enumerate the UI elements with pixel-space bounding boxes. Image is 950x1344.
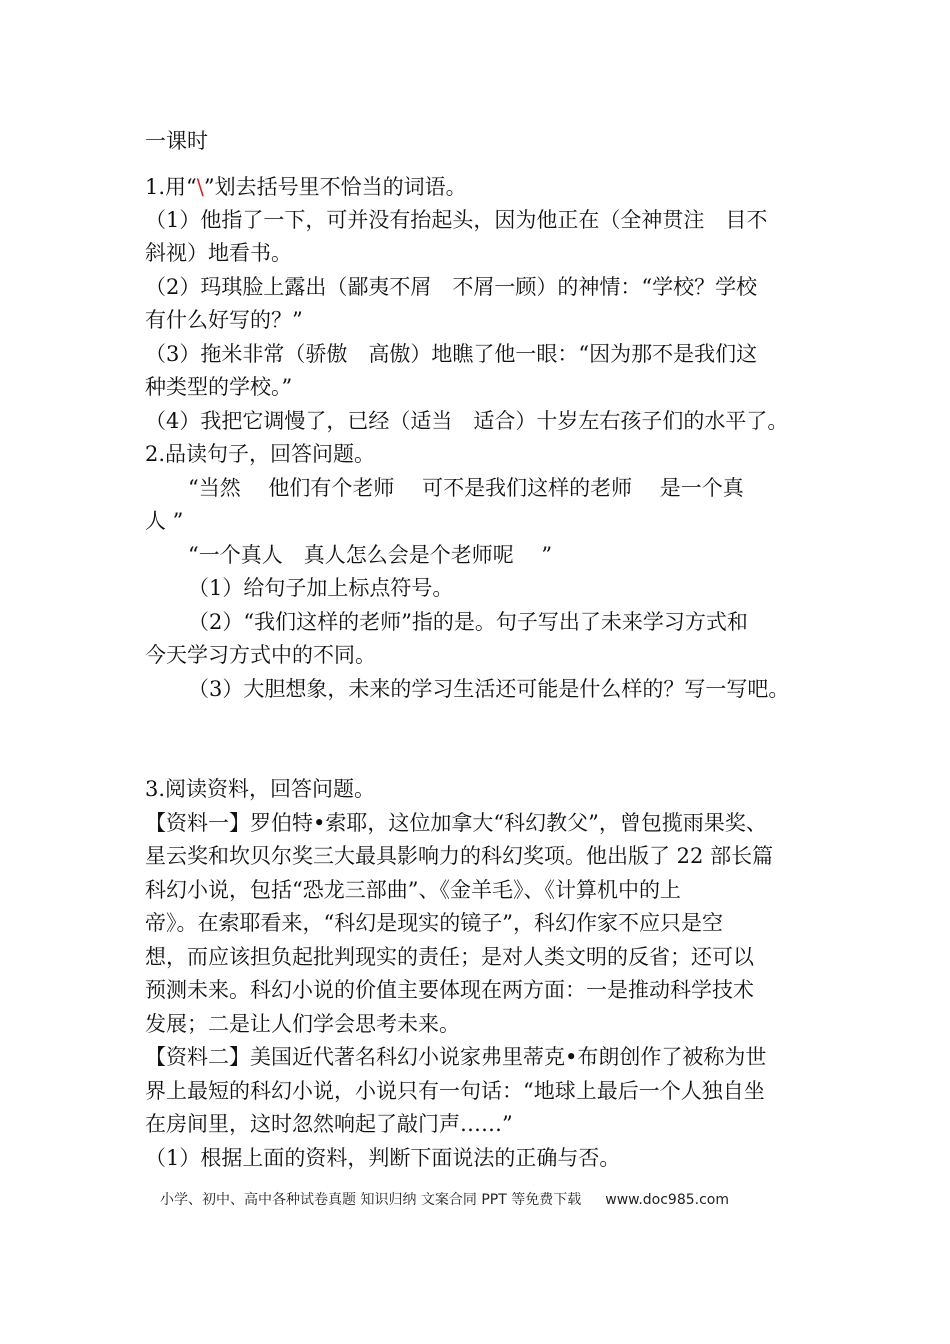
q3-line: 星云奖和坎贝尔奖三大最具影响力的科幻奖项。他出版了 22 部长篇 [145,844,774,868]
q1-item-line: （2）玛琪脸上露出（鄙夷不屑 不屑一顾）的神情：“学校？学校 [145,275,758,299]
q2-line: “一个真人 真人怎么会是个老师呢 ” [188,543,553,567]
q1-item-line: 种类型的学校。” [145,375,293,399]
footer-url[interactable]: www.doc985.com [605,1192,729,1208]
q1-title [145,170,825,204]
strike-mark: \ [196,175,204,199]
q2-line: “当然 他们有个老师 可不是我们这样的老师 是一个真 [188,476,744,500]
q2-line: 今天学习方式中的不同。 [145,643,376,667]
page-footer [160,1188,860,1212]
q2-title: 2.品读句子，回答问题。 [145,442,376,466]
q1-title-suffix: ”划去括号里不恰当的词语。 [203,175,467,199]
q2-line: （2）“我们这样的老师”指的是。句子写出了未来学习方式和 [188,610,748,634]
q3-line: 发展；二是让人们学会思考未来。 [145,1012,460,1036]
q3-title: 3.阅读资料，回答问题。 [145,777,376,801]
q1-item-line: 有什么好写的？” [145,308,303,332]
footer-text: 小学、初中、高中各种试卷真题 知识归纳 文案合同 PPT 等免费下载 [160,1192,582,1208]
q1-item-line: （4）我把它调慢了，已经（适当 适合）十岁左右孩子们的水平了。 [145,409,789,433]
lesson-heading: 一课时 [145,129,208,153]
q3-line: （1）根据上面的资料，判断下面说法的正确与否。 [145,1146,621,1170]
q3-line: 在房间里，这时忽然响起了敲门声……” [145,1112,513,1136]
q3-line: 预测未来。科幻小说的价值主要体现在两方面：一是推动科学技术 [145,978,754,1002]
q2-line: 人 ” [145,509,184,533]
q1-title-prefix: 1.用“ [145,175,197,199]
q3-line: 界上最短的科幻小说，小说只有一句话：“地球上最后一个人独自坐 [145,1079,765,1103]
q3-line: 【资料二】美国近代著名科幻小说家弗里蒂克•布朗创作了被称为世 [145,1045,767,1069]
q3-line: 帝》。在索耶看来，“科幻是现实的镜子”，科幻作家不应只是空 [145,911,723,935]
q1-item-line: 斜视）地看书。 [145,241,292,265]
q1-item-line: （3）拖米非常（骄傲 高傲）地瞧了他一眼：“因为那不是我们这 [145,342,758,366]
q2-line: （3）大胆想象，未来的学习生活还可能是什么样的？写一写吧。 [188,677,790,701]
q3-line: 【资料一】罗伯特•索耶，这位加拿大“科幻教父”，曾包揽雨果奖、 [145,811,767,835]
q3-line: 想，而应该担负起批判现实的责任；是对人类文明的反省；还可以 [145,945,754,969]
q3-line: 科幻小说，包括“恐龙三部曲”、《金羊毛》、《计算机中的上 [145,878,681,902]
q2-line: （1）给句子加上标点符号。 [188,576,454,600]
q1-item-line: （1）他指了一下，可并没有抬起头，因为他正在（全神贯注 目不 [145,208,768,232]
